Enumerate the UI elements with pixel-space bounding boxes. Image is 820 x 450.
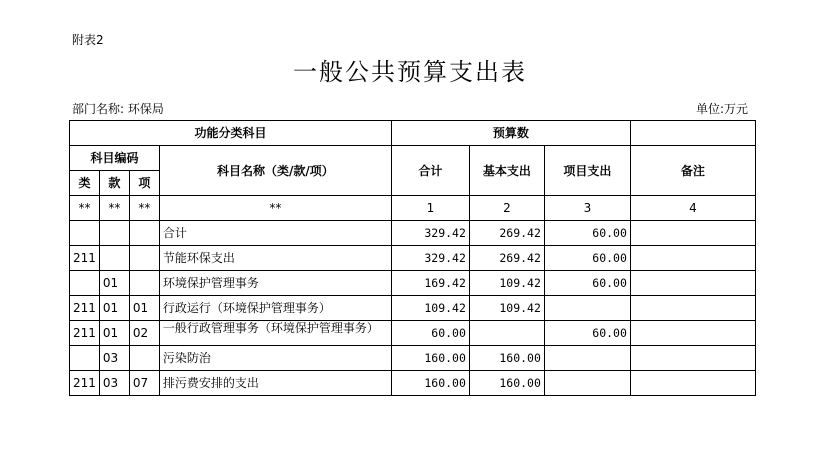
cell-name: 污染防治 [159,346,391,371]
table-row [70,346,756,371]
cell-kuan: 03 [99,346,129,371]
cell-basic: 269.42 [469,246,544,271]
cell-total: 160.00 [391,371,469,396]
table-row [70,321,756,346]
index-cell: 1 [391,196,469,221]
cell-basic [469,321,544,346]
index-cell: ** [129,196,159,221]
cell-kuan: 01 [99,296,129,321]
table-row [70,271,756,296]
index-cell: 4 [630,196,755,221]
index-cell: ** [70,196,100,221]
budget-table [69,120,756,396]
table-row [70,296,756,321]
cell-remark [630,321,755,346]
cell-xiang [129,221,159,246]
cell-xiang [129,346,159,371]
page-title: 一般公共预算支出表 [293,58,527,86]
header-blank [630,121,755,146]
header-subject-name: 科目名称（类/款/项） [159,146,391,196]
cell-project: 60.00 [544,246,630,271]
cell-name: 节能环保支出 [159,246,391,271]
table-row [70,221,756,246]
cell-xiang: 01 [129,296,159,321]
cell-basic: 160.00 [469,346,544,371]
annex-label: 附表2 [72,33,104,47]
header-basic: 基本支出 [469,146,544,196]
cell-lei: 211 [70,371,100,396]
table-row [70,371,756,396]
department-label: 部门名称: 环保局 [72,102,164,116]
cell-total: 329.42 [391,246,469,271]
header-remark: 备注 [630,146,755,196]
header-kuan: 款 [99,171,129,196]
cell-name [159,321,391,346]
table-row [70,246,756,271]
cell-name-text: 一般行政管理事务（环境保护管理事务） [162,321,379,335]
cell-total: 60.00 [391,321,469,346]
cell-kuan: 01 [99,271,129,296]
cell-remark [630,221,755,246]
cell-xiang: 02 [129,321,159,346]
cell-basic: 109.42 [469,296,544,321]
cell-kuan [99,246,129,271]
cell-lei: 211 [70,321,100,346]
cell-remark [630,296,755,321]
header-project: 项目支出 [544,146,630,196]
cell-project [544,346,630,371]
cell-xiang [129,246,159,271]
cell-name: 环境保护管理事务 [159,271,391,296]
index-cell: ** [99,196,129,221]
index-cell: 2 [469,196,544,221]
cell-name: 行政运行（环境保护管理事务） [159,296,391,321]
cell-xiang: 07 [129,371,159,396]
cell-lei: 211 [70,296,100,321]
cell-project: 60.00 [544,321,630,346]
unit-label: 单位:万元 [695,102,748,116]
cell-basic: 109.42 [469,271,544,296]
index-row [70,196,756,221]
header-budget-count: 预算数 [391,121,630,146]
cell-lei [70,346,100,371]
cell-project: 60.00 [544,271,630,296]
cell-total: 109.42 [391,296,469,321]
header-subject-code: 科目编码 [70,146,160,171]
cell-remark [630,371,755,396]
cell-basic: 160.00 [469,371,544,396]
cell-total: 160.00 [391,346,469,371]
cell-project [544,296,630,321]
cell-total: 169.42 [391,271,469,296]
header-total: 合计 [391,146,469,196]
cell-total: 329.42 [391,221,469,246]
cell-remark [630,246,755,271]
cell-remark [630,271,755,296]
cell-xiang [129,271,159,296]
cell-name: 排污费安排的支出 [159,371,391,396]
cell-kuan [99,221,129,246]
header-xiang: 项 [129,171,159,196]
index-cell: 3 [544,196,630,221]
header-lei: 类 [70,171,100,196]
cell-remark [630,346,755,371]
cell-kuan: 03 [99,371,129,396]
cell-lei [70,271,100,296]
cell-project: 60.00 [544,221,630,246]
cell-kuan: 01 [99,321,129,346]
cell-basic: 269.42 [469,221,544,246]
index-cell: ** [159,196,391,221]
cell-lei: 211 [70,246,100,271]
cell-name: 合计 [159,221,391,246]
header-func-class: 功能分类科目 [70,121,392,146]
cell-project [544,371,630,396]
cell-lei [70,221,100,246]
